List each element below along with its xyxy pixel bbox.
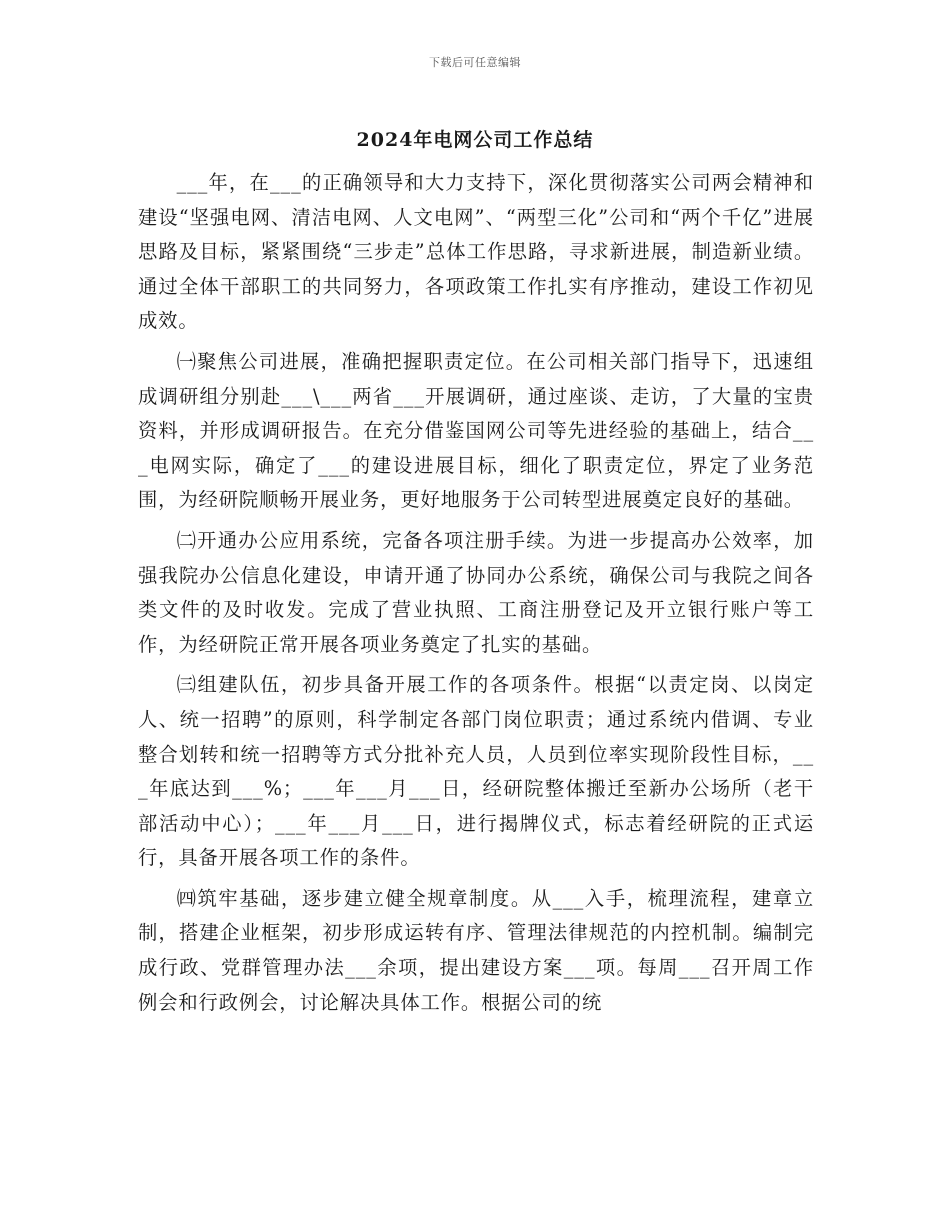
section-3-paragraph: ㈢组建队伍，初步具备开展工作的各项条件。根据“以责定岗、以岗定人、统一招聘”的原则，科学制定各部门岗位职责；通过系统内借调、专业整合划转和统一招聘等方式分批补充人员，人员到位率实现阶段性目标，___年底达到___%；___年___月___日，经研院整体搬迁至新办公场所（老干部活动中心）；___年___月___日，进行揭牌仪式，标志着经研院的正式运行，具备开展各项工作的条件。: [138, 673, 814, 870]
intro-paragraph: ___年，在___的正确领导和大力支持下，深化贯彻落实公司两会精神和建设“坚强电网、清洁电网、人文电网”、“两型三化”公司和“两个千亿”进展思路及目标，紧紧围绕“三步走”总体工作思路，寻求新进展，制造新业绩。通过全体干部职工的共同努力，各项政策工作扎实有序推动，建设工作初见成效。: [138, 171, 814, 333]
section-4-paragraph: ㈣筑牢基础，逐步建立健全规章制度。从___入手，梳理流程，建章立制，搭建企业框架，初步形成运转有序、管理法律规范的内控机制。编制完成行政、党群管理办法___余项，提出建设方案___项。每周___召开周工作例会和行政例会，讨论解决具体工作。根据公司的统: [138, 886, 814, 1014]
document-title: 2024年电网公司工作总结: [356, 129, 594, 151]
section-2-paragraph: ㈡开通办公应用系统，完备各项注册手续。为进一步提高办公效率，加强我院办公信息化建设，申请开通了协同办公系统，确保公司与我院之间各类文件的及时收发。完成了营业执照、工商注册登记及开立银行账户等工作，为经研院正常开展各项业务奠定了扎实的基础。: [138, 528, 814, 656]
download-note: 下载后可任意编辑: [429, 56, 521, 69]
document-body: [138, 166, 814, 1026]
section-1-paragraph: ㈠聚焦公司进展，准确把握职责定位。在公司相关部门指导下，迅速组成调研组分别赴___\___两省___开展调研，通过座谈、走访，了大量的宝贵资料，并形成调研报告。在充分借鉴国网公司等先进经验的基础上，结合___电网实际，确定了___的建设进展目标，细化了职责定位，界定了业务范围，为经研院顺畅开展业务，更好地服务于公司转型进展奠定良好的基础。: [138, 349, 814, 512]
